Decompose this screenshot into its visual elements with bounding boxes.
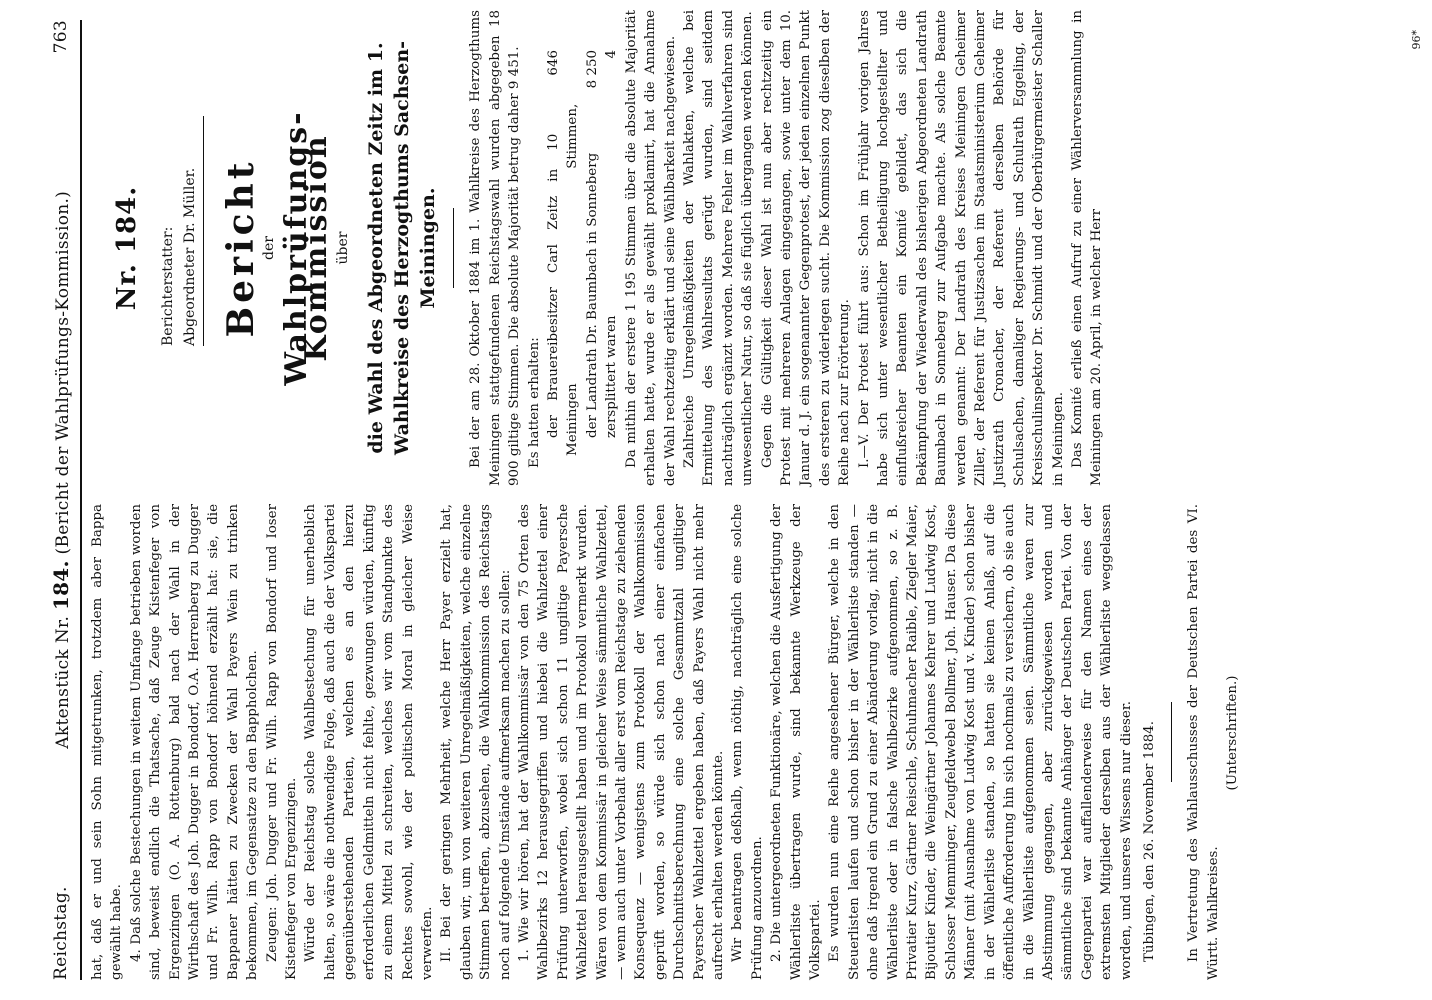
paragraph: Zeugen: Joh. Dugger und Fr. Wilh. Rapp von Bondorf und Ioser Kistenfeger von Ergenzingen.	[264, 504, 300, 980]
page-number: 763	[51, 20, 71, 54]
header-mid	[49, 191, 73, 749]
paragraph: Das Komité erließ einen Aufruf zu einer Wählerversammlung in Meiningen am 20. April, in welcher Herr	[1070, 10, 1105, 486]
paragraph: Es wurden nun eine Reihe angesehener Bürger, welche in den Steuerlisten laufen und schon bisher in der Wählerliste standen — ohne daß irgend ein Grund zu einer Abänderung vorlag, nicht in die Wählerliste oder in falsche Wahlbezirke aufgenommen, so z. B. Privatier Kurz, Gärtner Reischle, Schuhmacher Raible, Ziegler Maier, Bijoutier Kinder, die Weingärtner Johannes Kehrer und Ludwig Kost, Schlosser Memminger, Zeugfeldwebel Bollmer, Joh. Hauser. Da diese Männer (mit Ausnahme von Ludwig Kost und v. Kinder) schon bisher in der Wählerliste standen, so hatten sie keinen Anlaß, auf die öffentliche Aufforderung hin sich nochmals zu versichern, ob sie auch in die Wählerliste aufgenommen seien. Sämmtliche waren zur Abstimmung gegangen, aber zurückgewiesen worden und sämmtliche sind bekannte Anhänger der Deutschen Partei. Von der Gegenpartei war auffallenderweise für den Namen eines der extremsten Mitglieder derselben aus der Wählerliste weggelassen worden, und unseres Wissens nur dieser.	[827, 504, 1134, 980]
vote-value: 10 646 Stimmen,	[546, 50, 581, 169]
date-line: Tübingen, den 26. November 1884.	[1141, 720, 1157, 962]
paragraph: 4. Daß solche Bestechungen in weitem Umfange betrieben worden sind, beweist endlich die Thatsache, daß Zeuge Kistenfeger von Ergenzingen (O. A. Rottenburg) bald nach der Wahl in der Wirthschaft des Joh. Dugger in Bondorf, O.A. Herrenberg zu Dugger und Fr. Wilh. Rapp von Bondorf höhnend erzählt hat: sie, die Bappaner hätten zu Zwecken der Wahl Payers Wein zu trinken bekommen, im Gegensatze zu den Bappholchen.	[128, 504, 261, 980]
title-ueber: über	[335, 231, 352, 265]
vote-row	[602, 10, 621, 486]
reporter-rule	[203, 116, 204, 346]
header-mid-text: Aktenstück Nr.	[53, 615, 73, 749]
signatures: (Unterschriften.)	[1225, 675, 1241, 791]
vote-label: zersplittert waren	[604, 315, 620, 438]
paragraph: In Vertretung des Wahlausschusses der Deutschen Partei des VI. Württ. Wahlkreises.	[1186, 504, 1221, 980]
paragraph: hat, daß er und sein Sohn mitgetrunken, trotzdem aber Bappa gewählt habe.	[90, 504, 125, 980]
paragraph: 2. Die untergeordneten Funktionäre, welchen die Ausfertigung der Wählerliste übertragen wurde, sind bekannte Werkzeuge der Volkspartei.	[769, 504, 824, 980]
paragraph: Es hatten erhalten:	[526, 337, 542, 468]
reporter-block	[157, 10, 204, 346]
vote-value: 8 250	[584, 50, 600, 89]
paragraph: Wir beantragen deßhalb, wenn nöthig, nachträglich eine solche Prüfung anzuordnen.	[730, 504, 765, 980]
vote-label: der Brauereibesitzer Carl Zeitz in Meiningen	[546, 168, 581, 456]
header-nr: 184.	[49, 560, 73, 611]
vote-row	[544, 10, 583, 486]
divider	[1171, 702, 1172, 782]
vote-row	[583, 10, 602, 486]
signature-mark: 96*	[1410, 30, 1423, 50]
header-rule	[80, 20, 82, 980]
header-title: (Bericht der Wahlprüfungs-Kommission.)	[53, 190, 73, 555]
reporter-label: Berichterstatter:	[160, 226, 177, 346]
right-column	[88, 10, 1107, 486]
title-der: der	[260, 236, 277, 260]
report-title: Bericht	[220, 158, 263, 338]
header-left: Reichstag.	[51, 886, 71, 980]
left-column	[88, 504, 1243, 980]
document-number: Nr. 184.	[112, 185, 142, 311]
reporter-name: Abgeordneter Dr. Müller.	[182, 167, 199, 346]
vote-value: 4	[604, 50, 620, 59]
paragraph: Gegen die Gültigkeit dieser Wahl ist nun aber rechtzeitig ein Protest mit mehreren Anlagen eingegangen, sowie unter dem 10. Januar d. J. ein sogenannter Gegenprotest, der jeden einzelnen Punkt des ersteren zu widerlegen sucht. Die Kommission zog dieselben der Reihe nach zur Erörterung.	[759, 10, 853, 486]
paragraph: Würde der Reichstag solche Wahlbestechung für unerheblich halten, so wäre die nothwendige Folge, daß auch die der Volkspartei gegenüberstehenden Parteien, welchen es an den hierzu erforderlichen Geldmitteln nicht fehlte, gezwungen würden, künftig zu einem Mittel zu schreiten, welches wir vom Standpunkte des Rechtes sowohl, wie der politischen Moral in gleicher Weise verwerfen.	[303, 504, 435, 980]
commission-title: Wahlprüfungs-Kommission	[279, 110, 334, 386]
divider	[453, 208, 454, 288]
vote-label: der Landrath Dr. Baumbach in Sonneberg	[584, 152, 600, 438]
paragraph: Zahlreiche Unregelmäßigkeiten der Wahlakten, welche bei Ermittelung des Wahlresultats gerügt wurden, sind seitdem nachträglich ergänzt worden. Mehrere Fehler im Wahlverfahren sind unwesentlicher Natur, so daß sie füglich übergangen werden können.	[681, 10, 756, 486]
report-subject: die Wahl des Abgeordneten Zeitz im 1. Wahlkreise des Herzogthums Sachsen-Meiningen.	[365, 40, 440, 456]
paragraph: I.—V. Der Protest führt aus: Schon im Frühjahr vorigen Jahres habe sich unter wesentlicher Betheiligung hochgestellter und einflußreicher Beamten ein Komité gebildet, das sich die Bekämpfung der Wiederwahl des bisherigen Abgeordneten Landrath Baumbach in Sonneberg zur Aufgabe machte. Als solche Beamte werden genannt: Der Landrath des Kreises Meiningen Geheimer Ziller, der Referent für Justizsachen im Staatsministerium Geheimer Justizrath Cronacher, der Referent derselben Behörde für Schulsachen, damaliger Regierungs- und Schulrath Eggeling, der Kreisschulinspektor Dr. Schmidt und der Oberbürgermeister Schaller in Meiningen.	[856, 10, 1066, 486]
paragraph: II. Bei der geringen Mehrheit, welche Herr Payer erzielt hat, glauben wir, um von weiteren Unregelmäßigkeiten, welche einzelne Stimmen betreffen, abzusehen, die Wahlkommission des Reichstags noch auf folgende Umstände aufmerksam machen zu sollen:	[439, 504, 513, 980]
page-header	[48, 20, 74, 980]
paragraph: 1. Wie wir hören, hat der Wahlkommissär von den 75 Orten des Wahlbezirks 12 herausgegriffen und hiebei die Wahlzettel einer Prüfung unterworfen, wobei sich schon 11 ungiltige Payersche Wahlzettel herausgestellt haben und im Protokoll vermerkt wurden. Wären von dem Kommissär in gleicher Weise sämmtliche Wahlzettel, — wenn auch unter Vorbehalt aller erst vom Reichstage zu ziehenden Konsequenz — wenigstens zum Protokoll der Wahlkommission geprüft worden, so würde sich schon nach einer einfachen Durchschnittsberechnung eine solche Gesammtzahl ungiltiger Payerscher Wahlzettel ergeben haben, daß Payers Wahl nicht mehr aufrecht erhalten werden könnte.	[516, 504, 726, 980]
paragraph: Da mithin der erstere 1 195 Stimmen über die absolute Majorität erhalten hatte, wurde er als gewählt proklamirt, hat die Annahme der Wahl rechtzeitig erklärt und seine Wählbarkeit nachgewiesen.	[623, 10, 678, 486]
paragraph: Bei der am 28. Oktober 1884 im 1. Wahlkreise des Herzogthums Meiningen stattgefundenen Reichstagswahl wurden abgegeben 18 900 giltige Stimmen. Die absolute Majorität betrug daher 9 451.	[468, 10, 523, 486]
